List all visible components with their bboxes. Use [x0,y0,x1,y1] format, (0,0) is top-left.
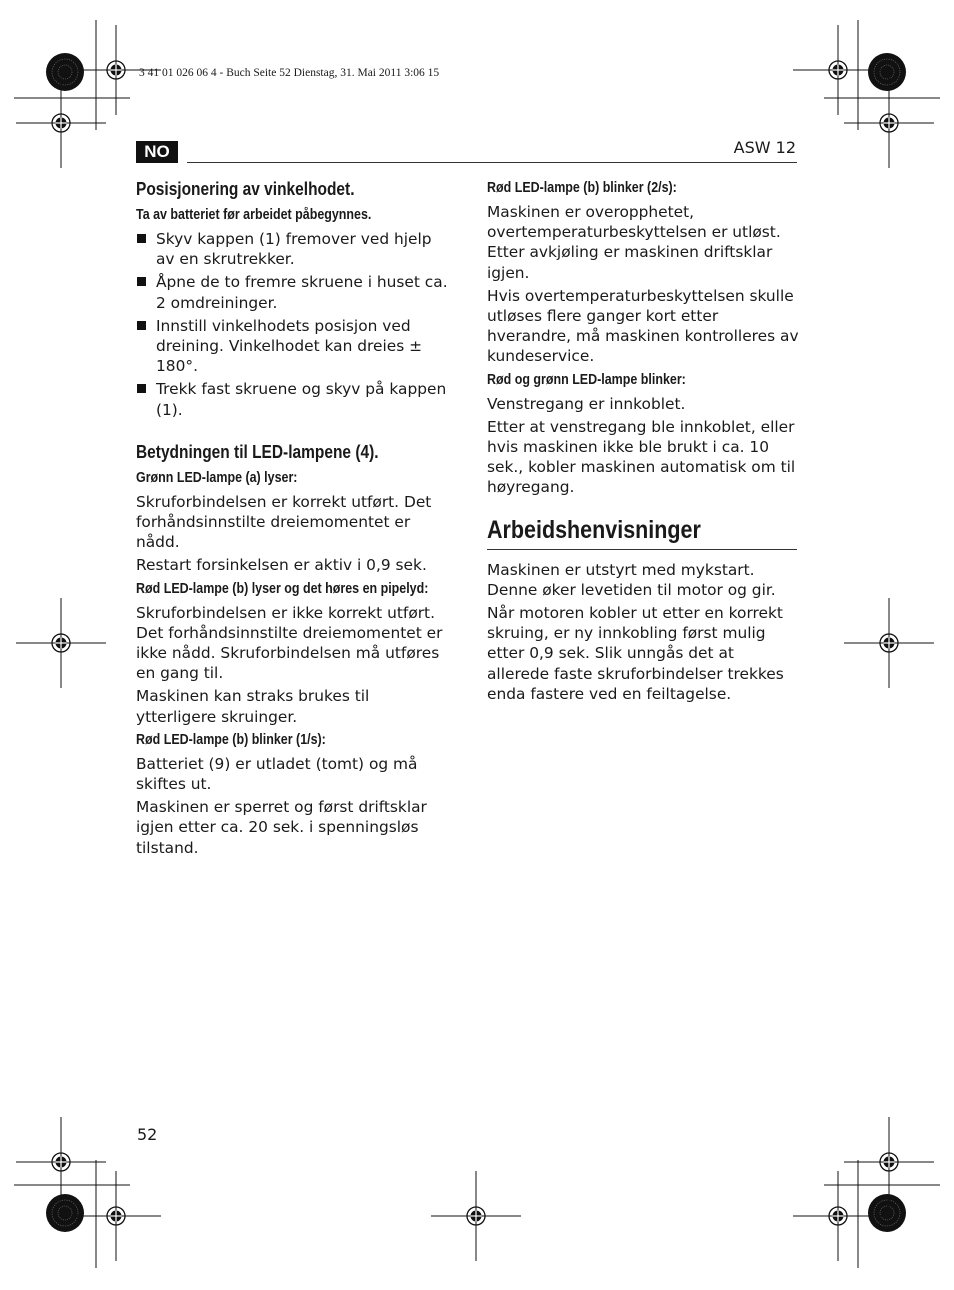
paragraph: Skruforbindelsen er ikke korrekt utført. Det forhåndsinnstilte dreiemomentet er ikke nådd. Skruforbindelsen må utføres en gang til. [136,603,443,683]
bullet-square-icon [137,234,146,243]
list-item: Innstill vinkelhodets posisjon ved dreining. Vinkelhodet kan dreies ± 180°. [136,316,448,377]
section-title-work-instructions: Arbeidshenvisninger [487,515,701,544]
list-item: Trekk fast skruene og skyv på kappen (1). [136,379,448,419]
paragraph: Maskinen er sperret og først driftsklar igjen etter ca. 20 sek. i spenningsløs tilstand. [136,798,427,857]
model-name: ASW 12 [733,138,796,157]
paragraph: Batteriet (9) er utladet (tomt) og må skiftes ut. [136,754,418,794]
right-column [487,178,799,707]
subheading-red-led-beep: Rød LED-lampe (b) lyser og det høres en pipelyd: [136,580,429,597]
subheading-red-led-blink-1: Rød LED-lampe (b) blinker (1/s): [136,731,326,748]
paragraph: Restart forsinkelsen er aktiv i 0,9 sek. [136,556,427,575]
paragraph: Når motoren kobler ut etter en korrekt skruing, er ny innkobling først mulig etter 0,9 sek. Slik unngås det at allerede faste skruforbindelser trekkes enda fastere ved en feiltagelse. [487,604,784,703]
warning-remove-battery: Ta av batteriet før arbeidet påbegynnes. [136,207,372,223]
list-item: Åpne de to fremre skruene i huset ca. 2 omdreininger. [136,272,448,312]
positioning-steps [136,229,448,420]
paragraph: Maskinen kan straks brukes til ytterligere skruinger. [136,687,370,726]
paragraph: Etter at venstregang ble innkoblet, eller hvis maskinen ikke ble brukt i ca. 10 sek., kobler maskinen automatisk om til høyregang. [487,417,796,497]
left-column [136,178,448,861]
list-item: Skyv kappen (1) fremover ved hjelp av en skrutrekker. [136,229,448,269]
paragraph: Venstregang er innkoblet. [487,394,686,413]
paragraph: Maskinen er utstyrt med mykstart. Denne øker levetiden til motor og gir. [487,560,776,599]
bullet-square-icon [137,277,146,286]
bullet-square-icon [137,321,146,330]
language-badge: NO [136,141,178,163]
print-info: 3 41 01 026 06 4 - Buch Seite 52 Dienstag, 31. Mai 2011 3:06 15 [139,67,440,79]
paragraph: Maskinen er overopphetet, overtemperaturbeskyttelsen er utløst. Etter avkjøling er maskinen driftsklar igjen. [487,203,781,282]
paragraph: Hvis overtemperaturbeskyttelsen skulle utløses flere ganger kort etter hverandre, må maskinen kontrolleres av kundeservice. [487,286,799,366]
section-title-positioning: Posisjonering av vinkelhodet. [136,179,355,199]
header-rule [187,162,797,163]
page-number: 52 [137,1125,158,1144]
paragraph: Skruforbindelsen er korrekt utført. Det forhåndsinnstilte dreiemomentet er nådd. [136,492,432,552]
subheading-red-led-blink-2: Rød LED-lampe (b) blinker (2/s): [487,180,677,196]
subheading-red-green-led: Rød og grønn LED-lampe blinker: [487,371,686,388]
subheading-green-led: Grønn LED-lampe (a) lyser: [136,469,298,486]
bullet-square-icon [137,384,146,393]
title-rule [487,549,797,550]
section-title-led-meaning: Betydningen til LED-lampene (4). [136,441,379,462]
